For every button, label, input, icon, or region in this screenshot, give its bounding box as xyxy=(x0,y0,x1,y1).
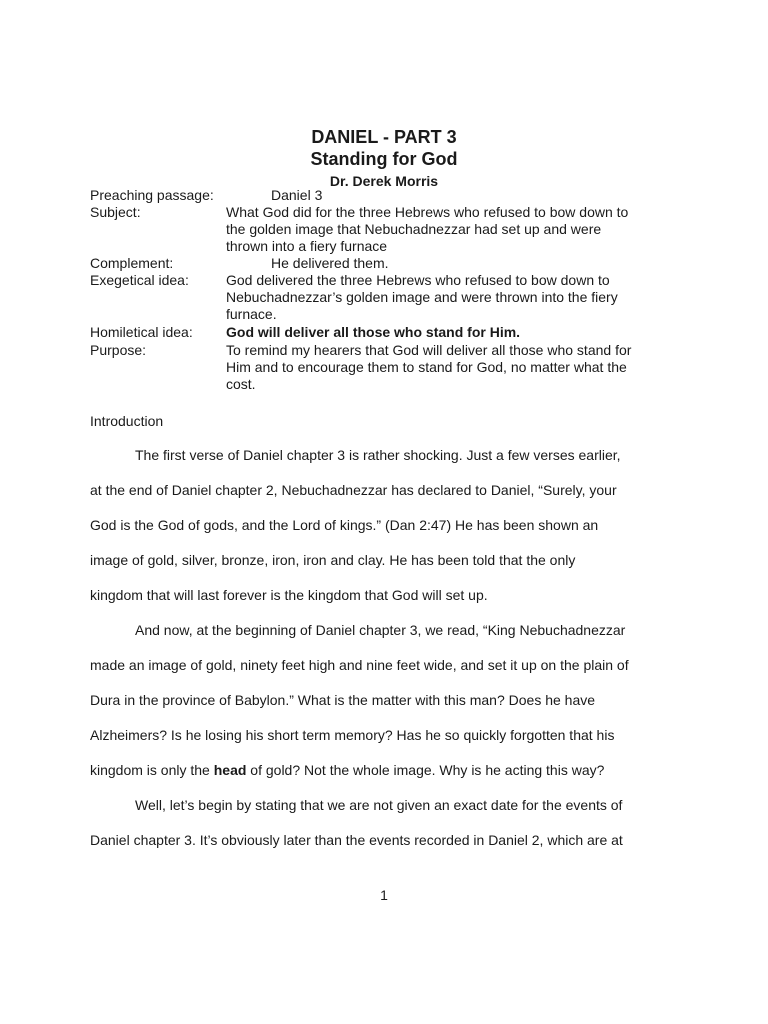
subject-label: Subject: xyxy=(90,204,141,220)
paragraph-line: Dura in the province of Babylon.” What is the matter with this man? Does he have xyxy=(90,692,596,708)
homiletical-label: Homiletical idea: xyxy=(90,324,193,340)
purpose-label: Purpose: xyxy=(90,342,147,358)
meta-purpose xyxy=(90,342,680,393)
sermon-metadata xyxy=(90,187,680,393)
line-text: kingdom is only the xyxy=(90,762,214,778)
document-author: Dr. Derek Morris xyxy=(329,173,439,189)
meta-passage xyxy=(90,187,680,204)
paragraph-line: kingdom that will last forever is the kingdom that God will set up. xyxy=(90,587,488,603)
passage-value: Daniel 3 xyxy=(271,187,323,203)
homiletical-value: God will deliver all those who stand for Him. xyxy=(226,324,521,340)
exegetical-line: furnace. xyxy=(226,306,277,322)
subject-line: What God did for the three Hebrews who refused to bow down to xyxy=(226,204,629,220)
title-block xyxy=(0,126,768,190)
passage-label: Preaching passage: xyxy=(90,187,214,203)
paragraph-line: The first verse of Daniel chapter 3 is rather shocking. Just a few verses earlier, xyxy=(135,447,621,463)
introduction-heading: Introduction xyxy=(90,413,164,429)
document-title: DANIEL - PART 3 xyxy=(311,127,457,147)
paragraph-line: God is the God of gods, and the Lord of kings.” (Dan 2:47) He has been shown an xyxy=(90,517,599,533)
purpose-line: Him and to encourage them to stand for God, no matter what the xyxy=(226,359,627,375)
meta-exegetical xyxy=(90,272,680,323)
paragraph-line: And now, at the beginning of Daniel chapter 3, we read, “King Nebuchadnezzar xyxy=(135,622,626,638)
paragraph-line: image of gold, silver, bronze, iron, iron and clay. He has been told that the only xyxy=(90,552,576,568)
document-subtitle: Standing for God xyxy=(310,149,458,169)
purpose-line: cost. xyxy=(226,376,256,392)
exegetical-line: God delivered the three Hebrews who refused to bow down to xyxy=(226,272,610,288)
subject-line: the golden image that Nebuchadnezzar had set up and were xyxy=(226,221,602,237)
paragraph-line: Well, let’s begin by stating that we are not given an exact date for the events of xyxy=(135,797,623,813)
emphasis-text: head xyxy=(213,762,247,778)
exegetical-line: Nebuchadnezzar’s golden image and were thrown into the fiery xyxy=(226,289,618,305)
paragraph-line xyxy=(90,762,675,797)
line-text: of gold? Not the whole image. Why is he acting this way? xyxy=(246,762,605,778)
page-number: 1 xyxy=(380,887,388,903)
exegetical-label: Exegetical idea: xyxy=(90,272,189,288)
complement-label: Complement: xyxy=(90,255,174,271)
paragraph-line: Alzheimers? Is he losing his short term memory? Has he so quickly forgotten that his xyxy=(90,727,615,743)
meta-subject xyxy=(90,204,680,255)
paragraph-line: made an image of gold, ninety feet high and nine feet wide, and set it up on the plain of xyxy=(90,657,629,673)
body-text xyxy=(90,447,675,867)
paragraph-line: at the end of Daniel chapter 2, Nebuchadnezzar has declared to Daniel, “Surely, your xyxy=(90,482,617,498)
complement-value: He delivered them. xyxy=(271,255,389,271)
purpose-line: To remind my hearers that God will deliver all those who stand for xyxy=(226,342,632,358)
meta-homiletical xyxy=(90,324,680,341)
meta-complement xyxy=(90,255,680,272)
paragraph-line: Daniel chapter 3. It’s obviously later than the events recorded in Daniel 2, which are at xyxy=(90,832,623,848)
subject-line: thrown into a fiery furnace xyxy=(226,238,388,254)
